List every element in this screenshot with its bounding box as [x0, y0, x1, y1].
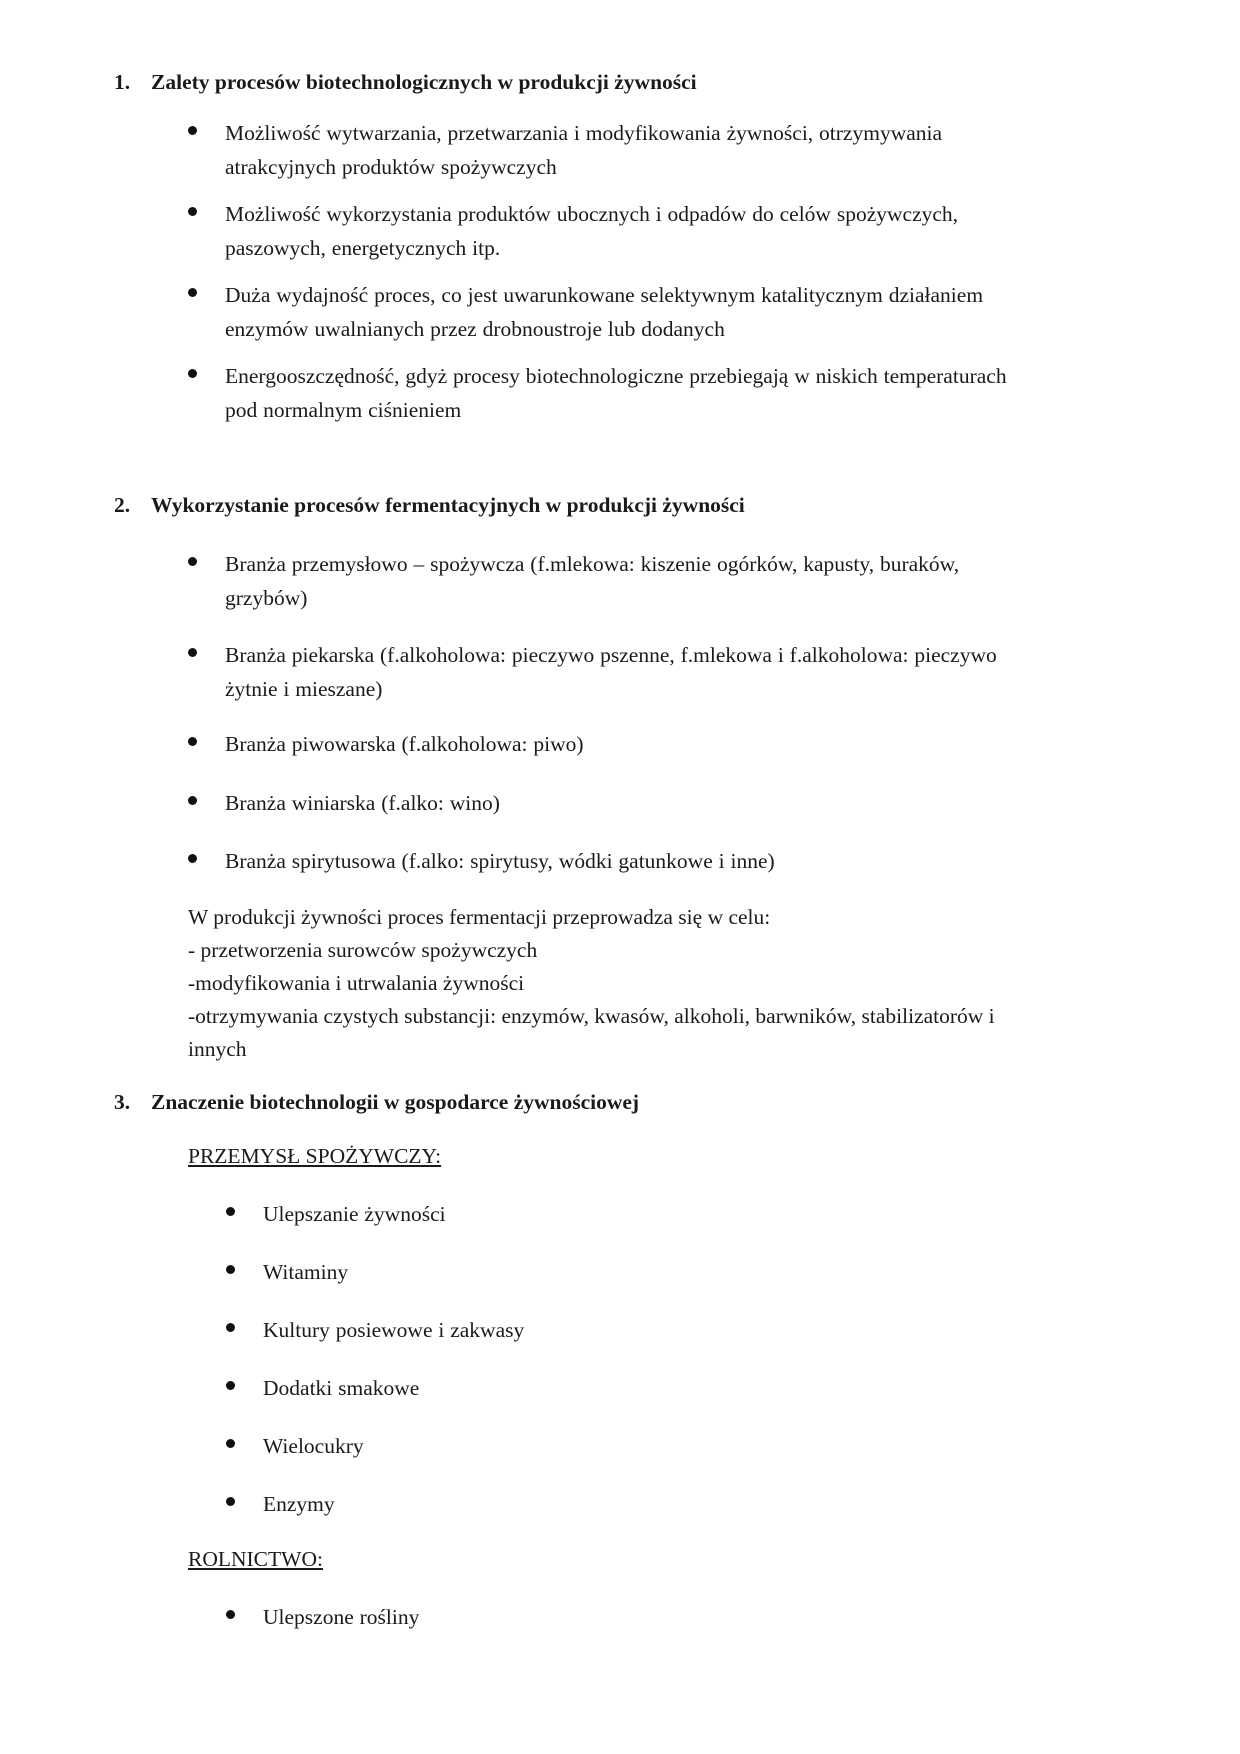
- bullet-icon: [226, 1381, 235, 1390]
- list-item-line: Duża wydajność proces, co jest uwarunkowane selektywnym katalitycznym działaniem: [225, 283, 984, 307]
- bullet-icon: [188, 648, 197, 657]
- bullet-icon: [188, 126, 197, 135]
- section-3-heading: [114, 1087, 639, 1117]
- list-item-line: Wielocukry: [263, 1434, 364, 1458]
- list-item-line: Dodatki smakowe: [263, 1376, 420, 1400]
- bullet-icon: [188, 207, 197, 216]
- list-item-line: Kultury posiewowe i zakwasy: [263, 1318, 525, 1342]
- bullet-icon: [188, 854, 197, 863]
- bullet-icon: [188, 737, 197, 746]
- subsection-label: PRZEMYSŁ SPOŻYWCZY:: [188, 1144, 442, 1168]
- section-title: Zalety procesów biotechnologicznych w produkcji żywności: [151, 70, 697, 94]
- bullet-icon: [226, 1265, 235, 1274]
- section-title: Znaczenie biotechnologii w gospodarce żywnościowej: [151, 1090, 640, 1114]
- list-item-line: atrakcyjnych produktów spożywczych: [225, 155, 557, 179]
- bullet-icon: [226, 1207, 235, 1216]
- list-item-line: Branża piwowarska (f.alkoholowa: piwo): [225, 732, 584, 756]
- bullet-icon: [188, 369, 197, 378]
- list-item-line: grzybów): [225, 586, 308, 610]
- paragraph: [188, 901, 1128, 1066]
- list-item-line: Ulepszanie żywności: [263, 1202, 446, 1226]
- list-item-line: Branża spirytusowa (f.alko: spirytusy, wódki gatunkowe i inne): [225, 849, 775, 873]
- bullet-icon: [226, 1323, 235, 1332]
- section-1-heading: [114, 67, 697, 97]
- paragraph-line: -modyfikowania i utrwalania żywności: [188, 971, 525, 995]
- list-item-line: Branża przemysłowo – spożywcza (f.mlekowa: kiszenie ogórków, kapusty, buraków,: [225, 552, 960, 576]
- list-item-line: Enzymy: [263, 1492, 335, 1516]
- bullet-icon: [188, 288, 197, 297]
- section-number: 3.: [114, 1090, 131, 1114]
- list-item-line: Branża winiarska (f.alko: wino): [225, 791, 500, 815]
- bullet-icon: [226, 1497, 235, 1506]
- list-item-line: Branża piekarska (f.alkoholowa: pieczywo pszenne, f.mlekowa i f.alkoholowa: pieczywo: [225, 643, 997, 667]
- list-item-line: Witaminy: [263, 1260, 349, 1284]
- paragraph-line: W produkcji żywności proces fermentacji przeprowadza się w celu:: [188, 905, 771, 929]
- list-item-line: Możliwość wykorzystania produktów ubocznych i odpadów do celów spożywczych,: [225, 202, 959, 226]
- section-number: 1.: [114, 70, 131, 94]
- section-number: 2.: [114, 493, 131, 517]
- subsection-label: ROLNICTWO:: [188, 1547, 323, 1571]
- list-item-line: Energooszczędność, gdyż procesy biotechnologiczne przebiegają w niskich temperaturach: [225, 364, 1007, 388]
- bullet-icon: [188, 557, 197, 566]
- list-item-line: enzymów uwalnianych przez drobnoustroje lub dodanych: [225, 317, 725, 341]
- section-2-heading: [114, 490, 745, 520]
- list-item-line: Ulepszone rośliny: [263, 1605, 420, 1629]
- list-item-line: pod normalnym ciśnieniem: [225, 398, 462, 422]
- list-item-line: paszowych, energetycznych itp.: [225, 236, 501, 260]
- paragraph-line: innych: [188, 1037, 247, 1061]
- paragraph-line: -otrzymywania czystych substancji: enzymów, kwasów, alkoholi, barwników, stabilizatorów i: [188, 1004, 995, 1028]
- bullet-icon: [226, 1610, 235, 1619]
- paragraph-line: - przetworzenia surowców spożywczych: [188, 938, 538, 962]
- section-title: Wykorzystanie procesów fermentacyjnych w produkcji żywności: [151, 493, 745, 517]
- list-item-line: Możliwość wytwarzania, przetwarzania i modyfikowania żywności, otrzymywania: [225, 121, 943, 145]
- bullet-icon: [188, 796, 197, 805]
- bullet-icon: [226, 1439, 235, 1448]
- list-item-line: żytnie i mieszane): [225, 677, 383, 701]
